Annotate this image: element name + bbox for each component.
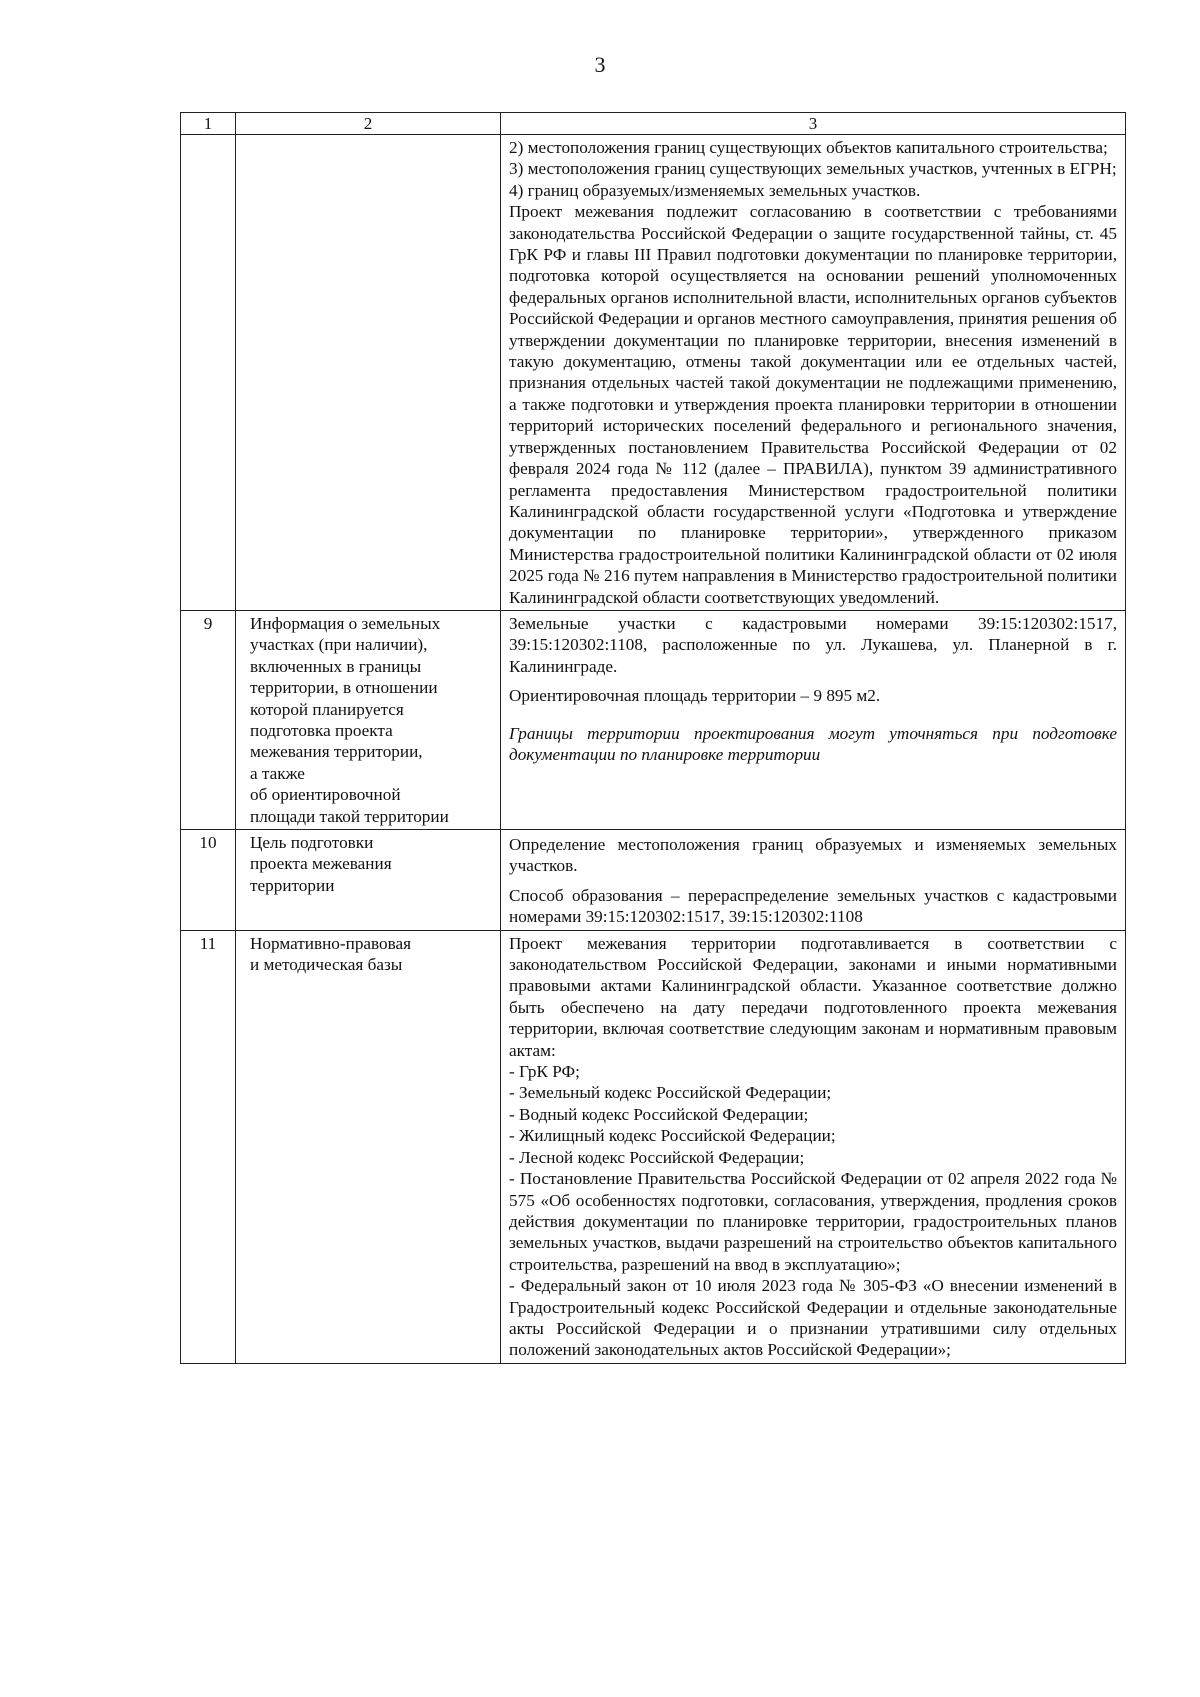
row-content — [501, 830, 1126, 931]
content-paragraph: 3) местоположения границ существующих земельных участков, учтенных в ЕГРН; — [509, 159, 1117, 179]
row-label — [236, 610, 501, 829]
table-header-row — [181, 113, 1126, 135]
label-line: Нормативно-правовая — [250, 933, 412, 953]
label-line: площади такой территории — [250, 806, 449, 826]
label-line: территории, в отношении — [250, 678, 438, 698]
content-paragraph: 2) местоположения границ существующих объектов капитального строительства; — [509, 138, 1108, 157]
row-number: 11 — [181, 930, 236, 1363]
label-line: а также — [250, 763, 305, 783]
content-paragraph: 4) границ образуемых/изменяемых земельных участков. — [509, 180, 921, 200]
page-number: 3 — [594, 52, 606, 77]
table-row — [181, 610, 1126, 829]
list-item: - Водный кодекс Российской Федерации; — [509, 1104, 809, 1124]
row-number: 9 — [181, 610, 236, 829]
header-col-2: 2 — [236, 113, 501, 135]
label-line: проекта межевания — [250, 854, 392, 874]
list-item: - Земельный кодекс Российской Федерации; — [509, 1083, 832, 1103]
label-line: об ориентировочной — [250, 785, 401, 805]
label-line: участках (при наличии), — [250, 635, 428, 655]
list-item: - Жилищный кодекс Российской Федерации; — [509, 1126, 836, 1146]
row-content — [501, 930, 1126, 1363]
row-number: 10 — [181, 830, 236, 931]
list-item: - ГрК РФ; — [509, 1062, 580, 1082]
row-label — [236, 135, 501, 611]
content-paragraph: Земельные участки с кадастровыми номерами 39:15:120302:1517, 39:15:120302:1108, расположенные по ул. Лукашева, ул. Планерной в г. Калининграде. — [509, 613, 1117, 676]
row-content — [501, 135, 1126, 611]
list-item: - Федеральный закон от 10 июля 2023 года № 305-ФЗ «О внесении изменений в Градостроительный кодекс Российской Федерации и отдельные законодательные акты Российской Федерации и о признании утратившими силу отдельных положений законодательных актов Российской Федерации»; — [509, 1276, 1117, 1360]
label-line: территории — [250, 875, 335, 895]
row-number — [181, 135, 236, 611]
content-paragraph: Определение местоположения границ образуемых и изменяемых земельных участков. — [509, 835, 1117, 876]
row-content — [501, 610, 1126, 829]
label-line: которой планируется — [250, 699, 404, 719]
table-row — [181, 930, 1126, 1363]
label-line: и методическая базы — [250, 955, 403, 975]
header-col-1: 1 — [181, 113, 236, 135]
content-paragraph: Проект межевания территории подготавливается в соответствии с законодательством Российской Федерации, законами и иными нормативными правовыми актами Калининградской области. Указанное соответствие должно быть обеспечено на дату передачи подготовленного проекта межевания территории, включая соответствие следующим законам и нормативным правовым актам: — [509, 933, 1117, 1060]
list-item: - Постановление Правительства Российской Федерации от 02 апреля 2022 года № 575 «Об особенностях подготовки, согласования, утверждения, продления сроков действия документации по планировке территории, градостроительных планов земельных участков, выдачи разрешений на строительство объектов капитального строительства, разрешений на ввод в эксплуатацию»; — [509, 1169, 1117, 1274]
table-row — [181, 830, 1126, 931]
requirements-table — [180, 112, 1126, 1364]
label-line: межевания территории, — [250, 742, 423, 762]
row-label — [236, 830, 501, 931]
content-note-italic: Границы территории проектирования могут уточняться при подготовке документации по планировке территории — [509, 723, 1117, 764]
label-line: включенных в границы — [250, 656, 422, 676]
table-row — [181, 135, 1126, 611]
label-line: Цель подготовки — [250, 833, 374, 852]
content-paragraph: Способ образования – перераспределение земельных участков с кадастровыми номерами 39:15:120302:1517, 39:15:120302:1108 — [509, 885, 1117, 927]
content-paragraph: Проект межевания подлежит согласованию в соответствии с требованиями законодательства Российской Федерации о защите государственной тайны, ст. 45 ГрК РФ и главы III Правил подготовки документации по планировке территории, подготовка которой осуществляется на основании решений уполномоченных федеральных органов исполнительной власти, исполнительных органов субъектов Российской Федерации и органов местного самоуправления, принятия решения об утверждении документации по планировке территории, внесения изменений в такую документацию, отмены такой документации или ее отдельных частей, признания отдельных частей такой документации не подлежащими применению, а также подготовки и утверждения проекта планировки территории в отношении территорий исторических поселений федерального и регионального значения, утвержденных постановлением Правительства Российской Федерации от 02 февраля 2024 года № 112 (далее – ПРАВИЛА), пунктом 39 административного регламента предоставления Министерством градостроительной политики Калининградской области государственной услуги «Подготовка и утверждение документации по планировке территории», утвержденного приказом Министерства градостроительной политики Калининградской области от 02 июля 2025 года № 216 путем направления в Министерство градостроительной политики Калининградской области соответствующих уведомлений. — [509, 202, 1117, 607]
label-line: подготовка проекта — [250, 720, 393, 740]
header-col-3: 3 — [501, 113, 1126, 135]
content-paragraph: Ориентировочная площадь территории – 9 895 м2. — [509, 686, 881, 706]
label-line: Информация о земельных — [250, 613, 441, 633]
list-item: - Лесной кодекс Российской Федерации; — [509, 1147, 805, 1167]
row-label — [236, 930, 501, 1363]
